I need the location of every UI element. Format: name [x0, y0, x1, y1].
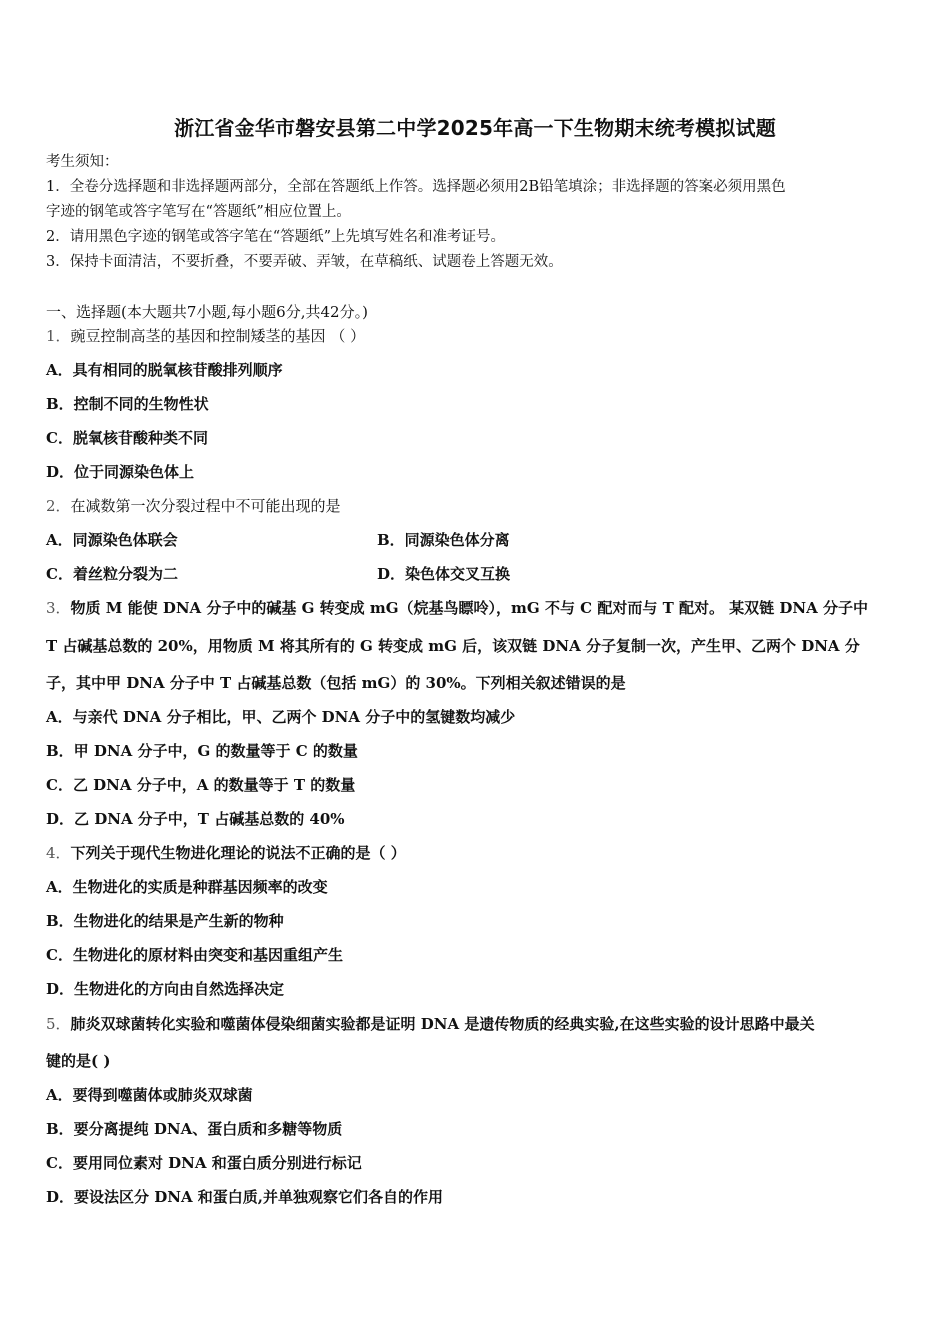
option-c: C．脱氧核苷酸种类不同: [46, 429, 208, 447]
question-number: 5．: [46, 1015, 71, 1033]
question-5: [46, 1014, 815, 1034]
question-number: 2．: [46, 497, 71, 515]
question-stem-line: 子，其中甲 DNA 分子中 T 占碱基总数（包括 mG）的 30%。下列相关叙述错误的是: [46, 674, 626, 692]
question-stem-line: 键的是( ): [46, 1052, 111, 1070]
option-d: D．乙 DNA 分子中，T 占碱基总数的 40%: [46, 810, 345, 828]
question-2: [46, 496, 341, 516]
option-b: B．要分离提纯 DNA、蛋白质和多糖等物质: [46, 1120, 343, 1138]
question-number: 4．: [46, 844, 71, 862]
option-a: A．具有相同的脱氧核苷酸排列顺序: [46, 361, 283, 379]
question-number: 3．: [46, 599, 71, 617]
option-a: A．与亲代 DNA 分子相比，甲、乙两个 DNA 分子中的氢键数均减少: [46, 708, 516, 726]
option-d: D．要设法区分 DNA 和蛋白质,并单独观察它们各自的作用: [46, 1188, 444, 1206]
question-stem: 物质 M 能使 DNA 分子中的碱基 G 转变成 mG（烷基鸟瞟呤），mG 不与 C 配对而与 T 配对。 某双链 DNA 分子中: [70, 599, 868, 617]
option-b: B．生物进化的结果是产生新的物种: [46, 912, 284, 930]
question-4: [46, 843, 406, 863]
notice-item: 1．全卷分选择题和非选择题两部分，全部在答题纸上作答。选择题必须用2B铅笔填涂；非选择题的答案必须用黑色: [46, 179, 786, 195]
notice-item: 2．请用黑色字迹的钢笔或答字笔在“答题纸”上先填写姓名和准考证号。: [46, 229, 506, 245]
option-c: C．要用同位素对 DNA 和蛋白质分别进行标记: [46, 1154, 362, 1172]
page-title: 浙江省金华市磐安县第二中学2025年高一下生物期末统考模拟试题: [174, 116, 776, 140]
question-number: 1．: [46, 327, 71, 345]
option-d: D．生物进化的方向由自然选择决定: [46, 980, 285, 998]
question-1: [46, 326, 365, 346]
option-c: C．着丝粒分裂为二: [46, 565, 178, 583]
option-d: D．染色体交叉互换: [377, 565, 511, 583]
option-b: B．控制不同的生物性状: [46, 395, 209, 413]
question-stem: 在减数第一次分裂过程中不可能出现的是: [70, 497, 341, 515]
option-a: A．生物进化的实质是种群基因频率的改变: [46, 878, 328, 896]
question-3: [46, 598, 868, 618]
question-stem: 下列关于现代生物进化理论的说法不正确的是（ ）: [70, 844, 406, 862]
option-d: D．位于同源染色体上: [46, 463, 195, 481]
question-stem: 肺炎双球菌转化实验和噬菌体侵染细菌实验都是证明 DNA 是遗传物质的经典实验,在这些实验的设计思路中最关: [70, 1015, 815, 1033]
option-c: C．乙 DNA 分子中，A 的数量等于 T 的数量: [46, 776, 356, 794]
option-c: C．生物进化的原材料由突变和基因重组产生: [46, 946, 343, 964]
option-b: B．同源染色体分离: [377, 531, 510, 549]
question-stem-line: T 占碱基总数的 20%，用物质 M 将其所有的 G 转变成 mG 后，该双链 DNA 分子复制一次，产生甲、乙两个 DNA 分: [46, 637, 860, 655]
notice-item: 字迹的钢笔或答字笔写在“答题纸”相应位置上。: [46, 204, 351, 220]
section-heading: 一、选择题(本大题共7小题,每小题6分,共42分。): [46, 303, 368, 321]
option-a: A．同源染色体联会: [46, 531, 178, 549]
option-a: A．要得到噬菌体或肺炎双球菌: [46, 1086, 253, 1104]
question-stem: 豌豆控制高茎的基因和控制矮茎的基因 （ ）: [70, 327, 366, 345]
notice-heading: 考生须知：: [46, 154, 119, 170]
option-b: B．甲 DNA 分子中，G 的数量等于 C 的数量: [46, 742, 358, 760]
notice-item: 3．保持卡面清洁，不要折叠，不要弄破、弄皱，在草稿纸、试题卷上答题无效。: [46, 254, 563, 270]
